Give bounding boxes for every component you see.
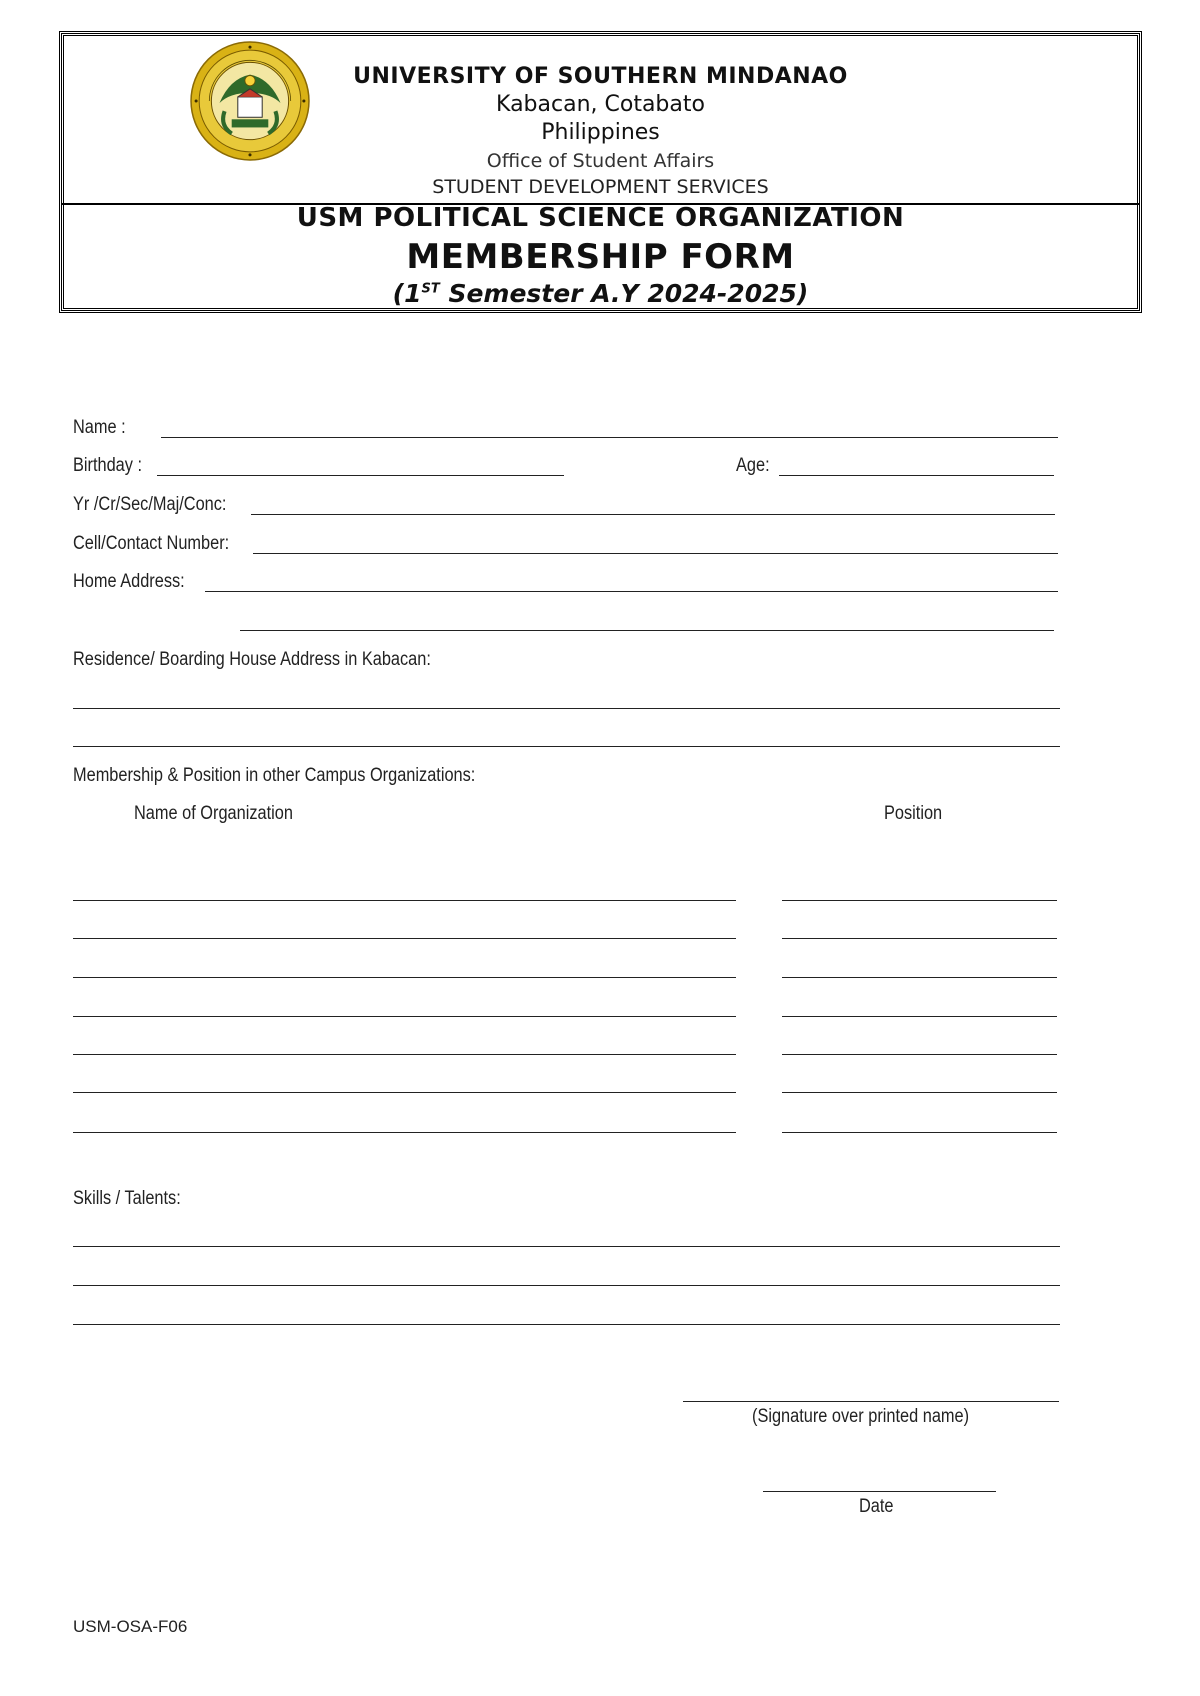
header-university-section [62,34,1139,205]
position-column-header: Position [884,803,943,824]
organization-field[interactable] [73,1132,736,1133]
position-field[interactable] [782,1132,1057,1133]
birthday-label: Birthday : [73,455,143,476]
organization-field[interactable] [73,938,736,939]
organization-field[interactable] [73,900,736,901]
office-name: Office of Student Affairs [486,150,715,172]
name-label: Name : [73,417,126,438]
skills-label: Skills / Talents: [73,1188,181,1209]
service-name: STUDENT DEVELOPMENT SERVICES [432,176,769,198]
skills-field[interactable] [73,1246,1060,1247]
residence-label: Residence/ Boarding House Address in Kabacan: [73,649,431,670]
skills-field-line2[interactable] [73,1285,1060,1286]
residence-field[interactable] [73,708,1060,709]
organization-field[interactable] [73,1092,736,1093]
semester-label: (1ST Semester A.Y 2024-2025) [392,279,809,308]
year-course-field[interactable] [251,514,1055,515]
form-header [59,31,1142,313]
position-field[interactable] [782,977,1057,978]
organization-field[interactable] [73,1016,736,1017]
position-field[interactable] [782,1016,1057,1017]
skills-field-line3[interactable] [73,1324,1060,1325]
birthday-field[interactable] [157,475,564,476]
name-field[interactable] [161,437,1058,438]
organization-field[interactable] [73,1054,736,1055]
position-field[interactable] [782,938,1057,939]
contact-field[interactable] [253,553,1058,554]
position-field[interactable] [782,1054,1057,1055]
membership-label: Membership & Position in other Campus Organizations: [73,765,476,786]
form-code: USM-OSA-F06 [73,1617,188,1636]
home-address-field[interactable] [205,591,1058,592]
organization-name: USM POLITICAL SCIENCE ORGANIZATION [296,203,905,233]
age-field[interactable] [779,475,1054,476]
university-country: Philippines [541,120,660,145]
home-address-label: Home Address: [73,571,185,592]
year-course-label: Yr /Cr/Sec/Maj/Conc: [73,494,227,515]
contact-label: Cell/Contact Number: [73,533,230,554]
age-label: Age: [736,455,770,476]
signature-field[interactable] [683,1401,1059,1402]
organization-column-header: Name of Organization [134,803,293,824]
position-field[interactable] [782,900,1057,901]
organization-field[interactable] [73,977,736,978]
date-caption: Date [859,1496,894,1517]
home-address-field-line2[interactable] [240,630,1054,631]
residence-field-line2[interactable] [73,746,1060,747]
university-city: Kabacan, Cotabato [496,92,705,117]
position-field[interactable] [782,1092,1057,1093]
signature-caption: (Signature over printed name) [752,1406,970,1427]
date-field[interactable] [763,1491,996,1492]
university-name: UNIVERSITY OF SOUTHERN MINDANAO [353,64,848,89]
form-title: MEMBERSHIP FORM [406,237,795,277]
